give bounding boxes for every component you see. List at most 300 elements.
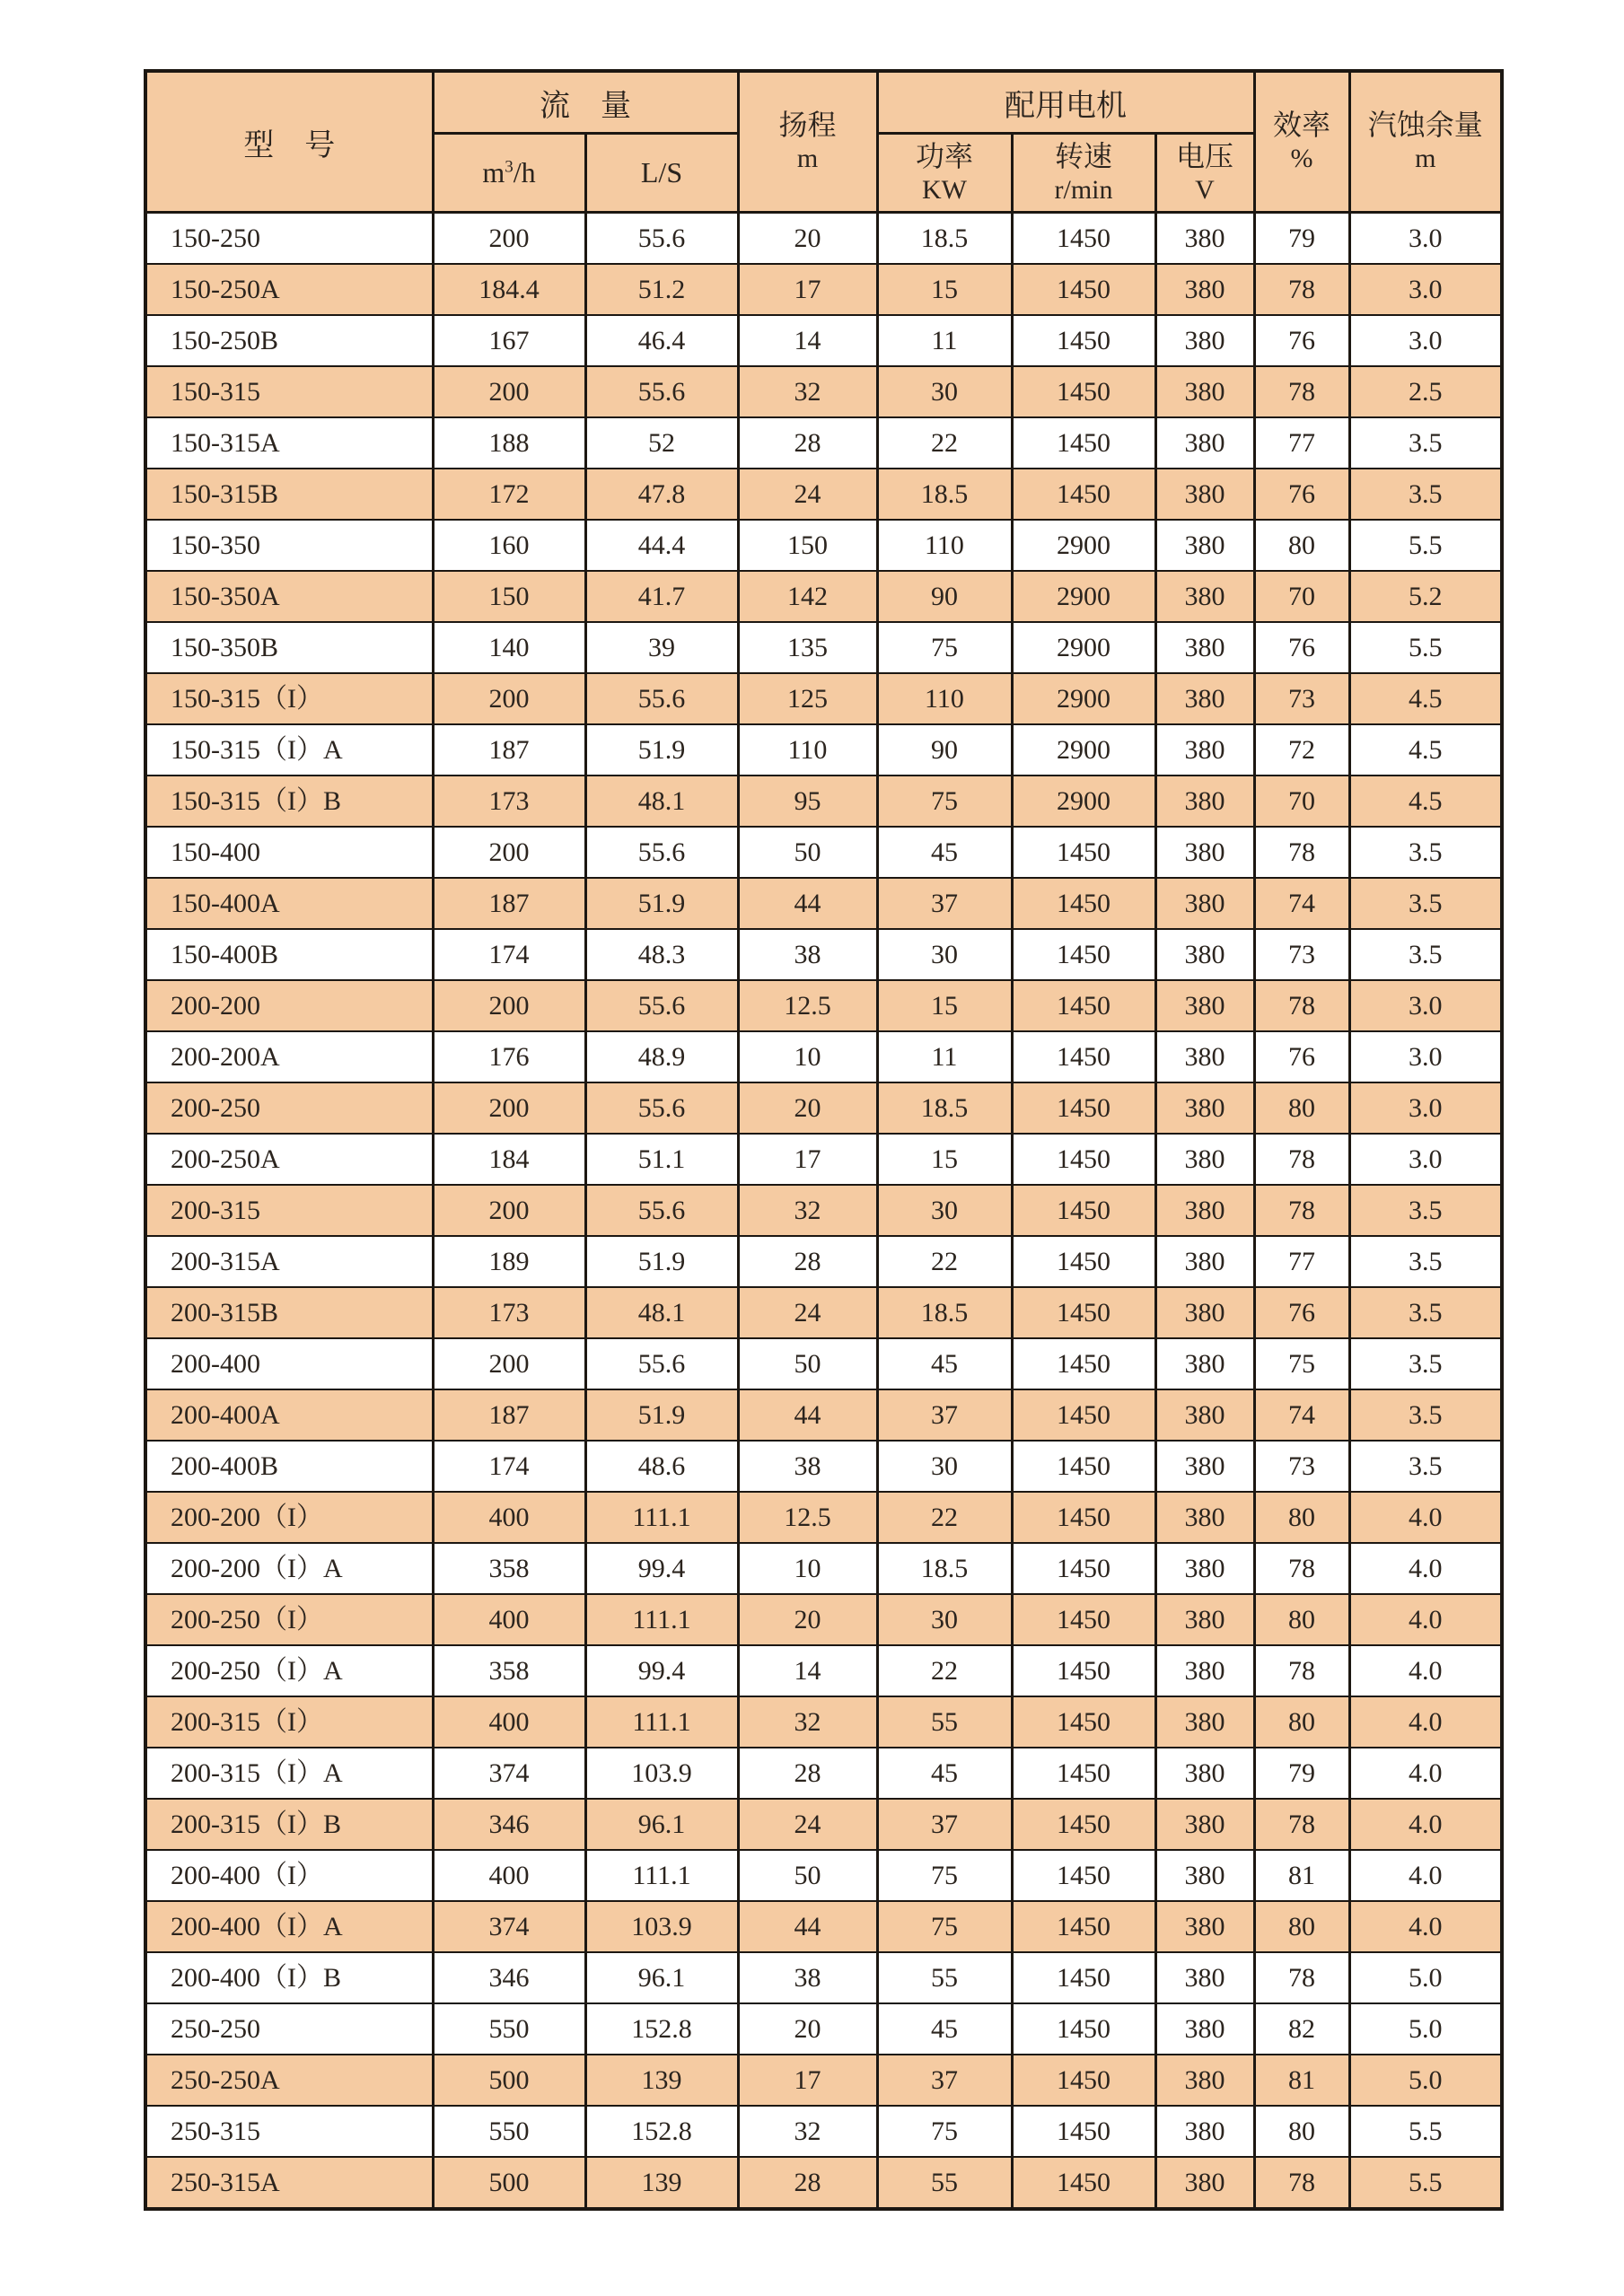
cell-ls: 111.1 (585, 1850, 738, 1901)
cell-power: 22 (877, 1645, 1012, 1696)
cell-ls: 55.6 (585, 1338, 738, 1389)
cell-model: 150-250A (145, 264, 433, 315)
cell-model: 200-400B (145, 1441, 433, 1492)
cell-eff: 73 (1254, 673, 1349, 724)
cell-m3h: 358 (433, 1543, 585, 1594)
cell-eff: 78 (1254, 1799, 1349, 1850)
cell-speed: 1450 (1012, 2055, 1155, 2106)
cell-eff: 78 (1254, 1134, 1349, 1185)
cell-head: 44 (738, 1389, 877, 1441)
cell-model: 150-250B (145, 315, 433, 366)
cell-npsh: 4.0 (1349, 1492, 1502, 1543)
cell-speed: 2900 (1012, 622, 1155, 673)
cell-head: 125 (738, 673, 877, 724)
cell-speed: 1450 (1012, 1287, 1155, 1338)
cell-head: 17 (738, 2055, 877, 2106)
cell-npsh: 5.0 (1349, 2003, 1502, 2055)
header-npsh-label: 汽蚀余量 (1367, 109, 1483, 142)
table-row (145, 469, 1502, 520)
cell-voltage: 380 (1155, 2003, 1254, 2055)
table-row (145, 2055, 1502, 2106)
cell-ls: 139 (585, 2157, 738, 2209)
cell-ls: 99.4 (585, 1645, 738, 1696)
table-row (145, 264, 1502, 315)
cell-voltage: 380 (1155, 827, 1254, 878)
cell-head: 28 (738, 1236, 877, 1287)
cell-npsh: 3.0 (1349, 980, 1502, 1031)
cell-model: 200-400A (145, 1389, 433, 1441)
table-row (145, 1082, 1502, 1134)
cell-power: 37 (877, 878, 1012, 929)
cell-ls: 99.4 (585, 1543, 738, 1594)
cell-speed: 2900 (1012, 571, 1155, 622)
cell-m3h: 174 (433, 1441, 585, 1492)
cell-eff: 76 (1254, 622, 1349, 673)
cell-npsh: 4.5 (1349, 673, 1502, 724)
cell-head: 32 (738, 2106, 877, 2157)
header-npsh-unit: m (1415, 144, 1436, 174)
cell-eff: 78 (1254, 1645, 1349, 1696)
cell-eff: 78 (1254, 827, 1349, 878)
cell-ls: 111.1 (585, 1696, 738, 1748)
cell-m3h: 200 (433, 673, 585, 724)
cell-voltage: 380 (1155, 1901, 1254, 1952)
m3h-sup: 3 (505, 157, 514, 177)
cell-npsh: 5.0 (1349, 1952, 1502, 2003)
cell-ls: 48.6 (585, 1441, 738, 1492)
cell-head: 17 (738, 1134, 877, 1185)
cell-npsh: 3.5 (1349, 929, 1502, 980)
cell-npsh: 3.5 (1349, 1236, 1502, 1287)
header-voltage-label: 电压 (1176, 139, 1234, 172)
cell-power: 45 (877, 827, 1012, 878)
pump-spec-table (144, 69, 1504, 2211)
table-row (145, 1748, 1502, 1799)
cell-voltage: 380 (1155, 622, 1254, 673)
cell-voltage: 380 (1155, 1236, 1254, 1287)
cell-speed: 1450 (1012, 1850, 1155, 1901)
cell-ls: 44.4 (585, 520, 738, 571)
cell-m3h: 184.4 (433, 264, 585, 315)
cell-npsh: 4.0 (1349, 1696, 1502, 1748)
cell-head: 12.5 (738, 980, 877, 1031)
cell-eff: 72 (1254, 724, 1349, 776)
cell-voltage: 380 (1155, 1031, 1254, 1082)
cell-model: 150-350A (145, 571, 433, 622)
cell-voltage: 380 (1155, 2106, 1254, 2157)
cell-voltage: 380 (1155, 1748, 1254, 1799)
cell-npsh: 3.0 (1349, 1082, 1502, 1134)
cell-npsh: 3.0 (1349, 213, 1502, 265)
header-npsh (1349, 71, 1502, 213)
cell-ls: 139 (585, 2055, 738, 2106)
cell-model: 150-315（I）B (145, 776, 433, 827)
cell-speed: 1450 (1012, 929, 1155, 980)
cell-ls: 55.6 (585, 827, 738, 878)
cell-voltage: 380 (1155, 1082, 1254, 1134)
cell-speed: 1450 (1012, 469, 1155, 520)
table-row (145, 1338, 1502, 1389)
cell-ls: 55.6 (585, 213, 738, 265)
cell-head: 24 (738, 469, 877, 520)
cell-ls: 111.1 (585, 1594, 738, 1645)
cell-npsh: 3.0 (1349, 264, 1502, 315)
cell-ls: 55.6 (585, 980, 738, 1031)
cell-voltage: 380 (1155, 673, 1254, 724)
cell-speed: 1450 (1012, 2106, 1155, 2157)
cell-speed: 1450 (1012, 213, 1155, 265)
table-row (145, 1389, 1502, 1441)
cell-m3h: 374 (433, 1901, 585, 1952)
cell-m3h: 400 (433, 1492, 585, 1543)
cell-m3h: 187 (433, 1389, 585, 1441)
cell-speed: 1450 (1012, 1543, 1155, 1594)
cell-npsh: 5.5 (1349, 2106, 1502, 2157)
header-flow: 流 量 (433, 71, 738, 134)
table-row (145, 1031, 1502, 1082)
cell-eff: 78 (1254, 1185, 1349, 1236)
cell-eff: 78 (1254, 1952, 1349, 2003)
m3h-rest: /h (513, 156, 536, 188)
cell-speed: 1450 (1012, 878, 1155, 929)
cell-power: 15 (877, 1134, 1012, 1185)
cell-power: 30 (877, 929, 1012, 980)
header-head-label: 扬程 (778, 109, 837, 142)
cell-speed: 1450 (1012, 1236, 1155, 1287)
cell-head: 20 (738, 2003, 877, 2055)
cell-power: 30 (877, 1185, 1012, 1236)
cell-npsh: 4.0 (1349, 1543, 1502, 1594)
cell-m3h: 500 (433, 2157, 585, 2209)
cell-m3h: 550 (433, 2106, 585, 2157)
cell-power: 75 (877, 1850, 1012, 1901)
cell-power: 18.5 (877, 213, 1012, 265)
cell-voltage: 380 (1155, 1441, 1254, 1492)
cell-eff: 73 (1254, 1441, 1349, 1492)
cell-power: 75 (877, 2106, 1012, 2157)
cell-eff: 74 (1254, 1389, 1349, 1441)
pump-spec-sheet (144, 69, 1504, 2211)
cell-eff: 76 (1254, 1031, 1349, 1082)
cell-ls: 55.6 (585, 1185, 738, 1236)
table-header (145, 71, 1502, 213)
cell-ls: 152.8 (585, 2106, 738, 2157)
cell-speed: 1450 (1012, 1082, 1155, 1134)
cell-npsh: 2.5 (1349, 366, 1502, 417)
cell-power: 18.5 (877, 1287, 1012, 1338)
table-row (145, 673, 1502, 724)
table-row (145, 1696, 1502, 1748)
cell-head: 110 (738, 724, 877, 776)
cell-power: 90 (877, 571, 1012, 622)
table-row (145, 724, 1502, 776)
cell-ls: 51.2 (585, 264, 738, 315)
cell-voltage: 380 (1155, 1185, 1254, 1236)
cell-voltage: 380 (1155, 776, 1254, 827)
cell-power: 37 (877, 1799, 1012, 1850)
table-row (145, 1543, 1502, 1594)
cell-m3h: 346 (433, 1799, 585, 1850)
cell-head: 10 (738, 1543, 877, 1594)
cell-head: 135 (738, 622, 877, 673)
cell-power: 55 (877, 1952, 1012, 2003)
cell-speed: 2900 (1012, 776, 1155, 827)
cell-voltage: 380 (1155, 520, 1254, 571)
cell-power: 37 (877, 1389, 1012, 1441)
cell-head: 32 (738, 366, 877, 417)
header-flow-m3h (433, 134, 585, 213)
cell-model: 150-350B (145, 622, 433, 673)
cell-power: 55 (877, 1696, 1012, 1748)
table-row (145, 2003, 1502, 2055)
cell-eff: 77 (1254, 1236, 1349, 1287)
cell-m3h: 200 (433, 827, 585, 878)
cell-npsh: 3.5 (1349, 878, 1502, 929)
cell-speed: 1450 (1012, 980, 1155, 1031)
cell-m3h: 188 (433, 417, 585, 469)
cell-speed: 2900 (1012, 673, 1155, 724)
cell-npsh: 4.5 (1349, 776, 1502, 827)
header-speed-unit: r/min (1054, 174, 1113, 205)
cell-power: 22 (877, 417, 1012, 469)
table-row (145, 2157, 1502, 2209)
table-row (145, 1185, 1502, 1236)
cell-head: 38 (738, 929, 877, 980)
cell-voltage: 380 (1155, 1799, 1254, 1850)
cell-npsh: 4.0 (1349, 1901, 1502, 1952)
table-row (145, 1645, 1502, 1696)
cell-speed: 1450 (1012, 1338, 1155, 1389)
cell-voltage: 380 (1155, 1134, 1254, 1185)
cell-eff: 76 (1254, 469, 1349, 520)
cell-eff: 79 (1254, 213, 1349, 265)
cell-m3h: 167 (433, 315, 585, 366)
cell-speed: 1450 (1012, 315, 1155, 366)
cell-head: 20 (738, 213, 877, 265)
header-efficiency-unit: % (1290, 144, 1313, 174)
cell-head: 95 (738, 776, 877, 827)
cell-head: 44 (738, 1901, 877, 1952)
cell-eff: 81 (1254, 1850, 1349, 1901)
cell-head: 24 (738, 1287, 877, 1338)
cell-speed: 1450 (1012, 1799, 1155, 1850)
cell-eff: 78 (1254, 980, 1349, 1031)
cell-voltage: 380 (1155, 929, 1254, 980)
cell-speed: 1450 (1012, 1748, 1155, 1799)
cell-speed: 1450 (1012, 1492, 1155, 1543)
cell-ls: 41.7 (585, 571, 738, 622)
table-row (145, 1492, 1502, 1543)
cell-model: 250-250 (145, 2003, 433, 2055)
cell-model: 200-250（I） (145, 1594, 433, 1645)
cell-m3h: 173 (433, 1287, 585, 1338)
cell-eff: 79 (1254, 1748, 1349, 1799)
cell-m3h: 150 (433, 571, 585, 622)
cell-npsh: 4.0 (1349, 1748, 1502, 1799)
cell-voltage: 380 (1155, 1338, 1254, 1389)
cell-eff: 76 (1254, 315, 1349, 366)
cell-model: 150-350 (145, 520, 433, 571)
cell-npsh: 4.0 (1349, 1594, 1502, 1645)
cell-eff: 73 (1254, 929, 1349, 980)
header-speed-label: 转速 (1054, 139, 1112, 172)
cell-head: 50 (738, 827, 877, 878)
table-row (145, 1134, 1502, 1185)
cell-power: 18.5 (877, 1082, 1012, 1134)
cell-npsh: 5.5 (1349, 520, 1502, 571)
header-speed (1012, 134, 1155, 213)
cell-model: 200-315（I）B (145, 1799, 433, 1850)
cell-voltage: 380 (1155, 2055, 1254, 2106)
cell-voltage: 380 (1155, 2157, 1254, 2209)
cell-m3h: 358 (433, 1645, 585, 1696)
header-head (738, 71, 877, 213)
header-voltage-unit: V (1195, 174, 1215, 205)
cell-m3h: 346 (433, 1952, 585, 2003)
cell-eff: 80 (1254, 1901, 1349, 1952)
cell-head: 28 (738, 417, 877, 469)
cell-ls: 96.1 (585, 1799, 738, 1850)
cell-model: 150-250 (145, 213, 433, 265)
table-body (145, 213, 1502, 2210)
cell-ls: 47.8 (585, 469, 738, 520)
cell-eff: 70 (1254, 571, 1349, 622)
cell-m3h: 200 (433, 366, 585, 417)
cell-m3h: 187 (433, 724, 585, 776)
cell-power: 75 (877, 776, 1012, 827)
cell-m3h: 189 (433, 1236, 585, 1287)
cell-npsh: 3.5 (1349, 469, 1502, 520)
cell-npsh: 3.0 (1349, 1031, 1502, 1082)
cell-ls: 51.1 (585, 1134, 738, 1185)
cell-power: 15 (877, 980, 1012, 1031)
cell-head: 142 (738, 571, 877, 622)
cell-eff: 70 (1254, 776, 1349, 827)
cell-m3h: 172 (433, 469, 585, 520)
cell-npsh: 3.5 (1349, 1185, 1502, 1236)
cell-power: 30 (877, 1441, 1012, 1492)
cell-speed: 1450 (1012, 1031, 1155, 1082)
cell-eff: 80 (1254, 1594, 1349, 1645)
cell-voltage: 380 (1155, 571, 1254, 622)
cell-head: 50 (738, 1338, 877, 1389)
cell-npsh: 4.0 (1349, 1850, 1502, 1901)
cell-ls: 111.1 (585, 1492, 738, 1543)
cell-m3h: 400 (433, 1594, 585, 1645)
cell-npsh: 3.0 (1349, 1134, 1502, 1185)
cell-ls: 52 (585, 417, 738, 469)
cell-speed: 1450 (1012, 1901, 1155, 1952)
cell-ls: 152.8 (585, 2003, 738, 2055)
cell-model: 200-400 (145, 1338, 433, 1389)
cell-voltage: 380 (1155, 213, 1254, 265)
cell-model: 200-315 (145, 1185, 433, 1236)
cell-voltage: 380 (1155, 1696, 1254, 1748)
cell-speed: 1450 (1012, 1134, 1155, 1185)
cell-model: 200-315B (145, 1287, 433, 1338)
cell-voltage: 380 (1155, 1389, 1254, 1441)
cell-eff: 82 (1254, 2003, 1349, 2055)
cell-ls: 39 (585, 622, 738, 673)
cell-model: 150-315（I） (145, 673, 433, 724)
cell-head: 20 (738, 1082, 877, 1134)
header-head-unit: m (796, 144, 819, 174)
cell-npsh: 5.5 (1349, 2157, 1502, 2209)
cell-model: 200-200（I） (145, 1492, 433, 1543)
cell-model: 150-315（I）A (145, 724, 433, 776)
cell-ls: 96.1 (585, 1952, 738, 2003)
cell-head: 14 (738, 1645, 877, 1696)
cell-power: 55 (877, 2157, 1012, 2209)
cell-speed: 1450 (1012, 264, 1155, 315)
cell-power: 75 (877, 1901, 1012, 1952)
cell-m3h: 374 (433, 1748, 585, 1799)
cell-voltage: 380 (1155, 1543, 1254, 1594)
header-power-label: 功率 (915, 139, 973, 172)
table-row (145, 878, 1502, 929)
cell-ls: 55.6 (585, 1082, 738, 1134)
cell-model: 200-315A (145, 1236, 433, 1287)
cell-voltage: 380 (1155, 1850, 1254, 1901)
cell-speed: 1450 (1012, 2003, 1155, 2055)
cell-power: 30 (877, 366, 1012, 417)
cell-model: 200-400（I）B (145, 1952, 433, 2003)
cell-power: 45 (877, 1338, 1012, 1389)
cell-model: 150-315A (145, 417, 433, 469)
cell-npsh: 5.0 (1349, 2055, 1502, 2106)
cell-head: 150 (738, 520, 877, 571)
cell-model: 250-250A (145, 2055, 433, 2106)
cell-m3h: 200 (433, 1185, 585, 1236)
cell-m3h: 200 (433, 1082, 585, 1134)
cell-ls: 51.9 (585, 1236, 738, 1287)
cell-npsh: 3.5 (1349, 417, 1502, 469)
cell-model: 150-400B (145, 929, 433, 980)
table-row (145, 1850, 1502, 1901)
cell-m3h: 173 (433, 776, 585, 827)
cell-m3h: 184 (433, 1134, 585, 1185)
cell-ls: 103.9 (585, 1901, 738, 1952)
header-voltage (1155, 134, 1254, 213)
cell-model: 200-200（I）A (145, 1543, 433, 1594)
table-row (145, 1594, 1502, 1645)
cell-head: 28 (738, 2157, 877, 2209)
cell-eff: 76 (1254, 1287, 1349, 1338)
cell-model: 150-400 (145, 827, 433, 878)
cell-ls: 51.9 (585, 1389, 738, 1441)
cell-power: 11 (877, 315, 1012, 366)
table-row (145, 1236, 1502, 1287)
table-row (145, 520, 1502, 571)
cell-power: 37 (877, 2055, 1012, 2106)
cell-speed: 1450 (1012, 1645, 1155, 1696)
cell-power: 90 (877, 724, 1012, 776)
cell-voltage: 380 (1155, 1287, 1254, 1338)
cell-eff: 81 (1254, 2055, 1349, 2106)
header-motor: 配用电机 (877, 71, 1254, 134)
cell-model: 250-315A (145, 2157, 433, 2209)
cell-npsh: 5.2 (1349, 571, 1502, 622)
cell-m3h: 200 (433, 213, 585, 265)
cell-head: 38 (738, 1441, 877, 1492)
cell-voltage: 380 (1155, 366, 1254, 417)
cell-npsh: 3.5 (1349, 1389, 1502, 1441)
cell-eff: 80 (1254, 1696, 1349, 1748)
cell-eff: 78 (1254, 264, 1349, 315)
cell-ls: 46.4 (585, 315, 738, 366)
cell-power: 110 (877, 520, 1012, 571)
header-efficiency-label: 效率 (1273, 109, 1331, 142)
